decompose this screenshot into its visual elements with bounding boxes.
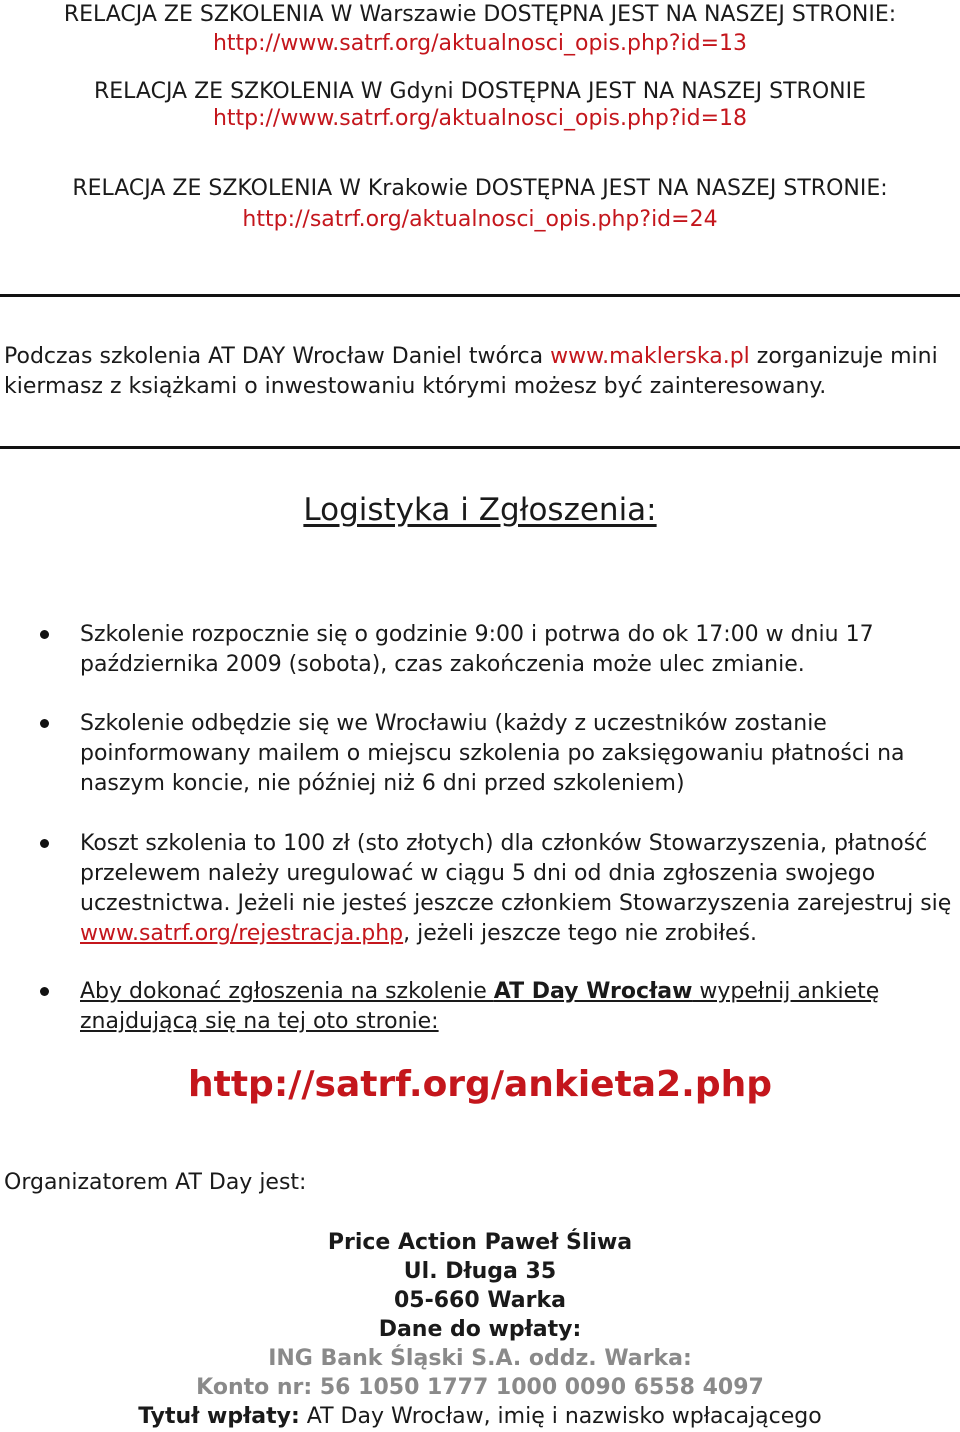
cost-text-end: , jeżeli jeszcze tego nie zrobiłeś. [403, 921, 757, 946]
organizer-name: Price Action Paweł Śliwa [327, 1230, 633, 1255]
note-text-start: Podczas szkolenia AT DAY Wrocław Daniel twórca [4, 344, 551, 369]
logistics-heading: Logistyka i Zgłoszenia: [303, 492, 657, 528]
signup-instruction [80, 977, 960, 1037]
cost-text-start: Koszt szkolenia to 100 zł (sto złotych) dla członków Stowarzyszenia, płatność przelewem należy uregulować w ciągu 5 dni od dnia zgłoszenia swojego uczestnictwa. Jeżeli nie jesteś jeszcze członkiem Stowarzyszenia zarejestruj się [80, 831, 952, 916]
note-text-end: zorganizuje mini kiermasz z książkami o inwestowaniu którymi możesz być zainteresowany. [4, 344, 938, 399]
organizer-city: 05-660 Warka [394, 1288, 566, 1313]
signup-form-link[interactable]: http://satrf.org/ankieta2.php [188, 1064, 772, 1105]
divider [0, 294, 960, 297]
registration-link[interactable]: www.satrf.org/rejestracja.php [80, 921, 404, 946]
report-gdynia-link[interactable]: http://www.satrf.org/aktualnosci_opis.php?id=18 [212, 106, 748, 131]
report-gdynia-text: RELACJA ZE SZKOLENIA W Gdyni DOSTĘPNA JEST NA NASZEJ STRONIE [93, 79, 867, 104]
bullet-icon [40, 630, 49, 639]
report-warszawa-link[interactable]: http://www.satrf.org/aktualnosci_opis.php?id=13 [212, 31, 748, 56]
signup-text-start: Aby dokonać zgłoszenia na szkolenie [80, 979, 494, 1004]
bullet-icon [40, 987, 49, 996]
bullet-icon [40, 839, 49, 848]
cost-text [80, 829, 960, 949]
book-fair-note [4, 342, 954, 402]
report-krakow-text: RELACJA ZE SZKOLENIA W Krakowie DOSTĘPNA JEST NA NASZEJ STRONIE: [72, 176, 888, 201]
transfer-title [0, 1402, 960, 1431]
transfer-title-label: Tytuł wpłaty: [138, 1404, 300, 1429]
organizer-street: Ul. Długa 35 [403, 1259, 557, 1284]
payment-label: Dane do wpłaty: [378, 1317, 582, 1342]
signup-text-end: wypełnij ankietę znajdującą się na tej oto stronie: [80, 979, 880, 1034]
maklerska-link[interactable]: www.maklerska.pl [550, 344, 750, 369]
transfer-title-value: AT Day Wrocław, imię i nazwisko wpłacającego [299, 1404, 822, 1429]
bullet-icon [40, 719, 49, 728]
report-krakow-link[interactable]: http://satrf.org/aktualnosci_opis.php?id=24 [242, 207, 718, 232]
bank-name: ING Bank Śląski S.A. oddz. Warka: [268, 1346, 692, 1371]
divider [0, 446, 960, 449]
start-time-text: Szkolenie rozpocznie się o godzinie 9:00 i potrwa do ok 17:00 w dniu 17 października 2009 (sobota), czas zakończenia może ulec zmianie. [80, 622, 874, 677]
venue-text: Szkolenie odbędzie się we Wrocławiu (każdy z uczestników zostanie poinformowany mailem o miejscu szkolenia po zaksięgowaniu płatności na naszym koncie, nie później niż 6 dni przed szkoleniem) [80, 711, 905, 796]
account-number: Konto nr: 56 1050 1777 1000 0090 6558 4097 [196, 1375, 764, 1400]
event-name: AT Day Wrocław [493, 979, 693, 1004]
report-warszawa-text: RELACJA ZE SZKOLENIA W Warszawie DOSTĘPNA JEST NA NASZEJ STRONIE: [63, 2, 897, 27]
organizer-label: Organizatorem AT Day jest: [4, 1170, 307, 1195]
